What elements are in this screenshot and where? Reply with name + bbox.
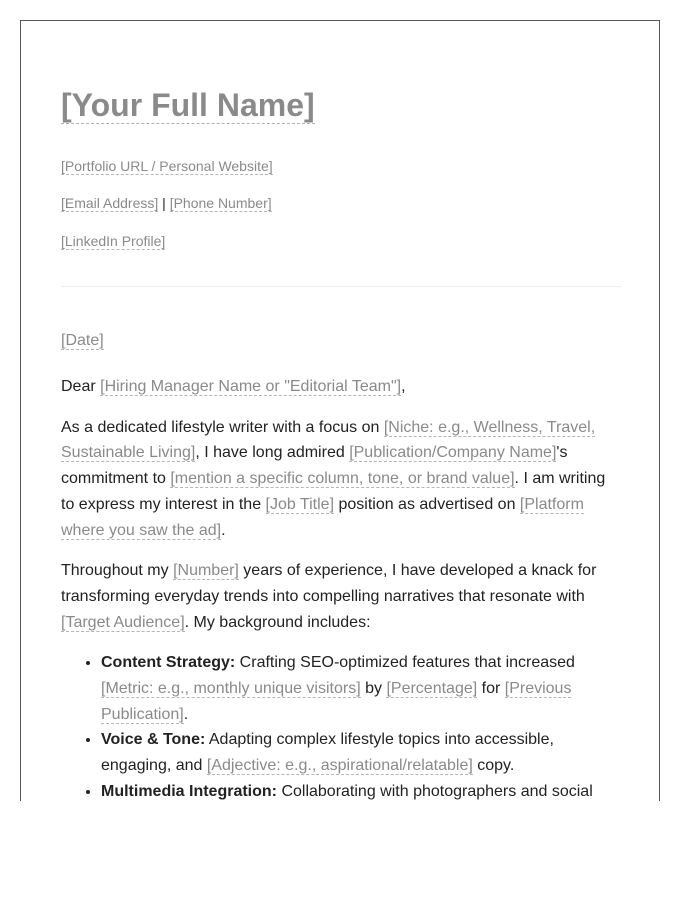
letter-body — [61, 374, 613, 801]
intro-text-4: . I am writing to express my interest in the — [61, 470, 606, 513]
recipient-placeholder: [Hiring Manager Name or "Editorial Team"] — [100, 378, 402, 395]
content-strategy-text-1: Crafting SEO-optimized features that increased — [235, 654, 575, 672]
background-list — [61, 650, 613, 801]
intro-text-3: 's commitment to — [61, 444, 568, 488]
intro-text-2: , I have long admired — [195, 444, 350, 462]
linkedin-placeholder: [LinkedIn Profile] — [61, 233, 166, 249]
full-name-heading — [61, 85, 315, 125]
contact-separator: | — [162, 195, 166, 211]
letter-page — [20, 20, 660, 801]
list-item-voice-tone — [101, 727, 613, 778]
intro-text-1: As a dedicated lifestyle writer with a focus on — [61, 418, 384, 436]
date-line — [61, 330, 104, 352]
voice-tone-text-2: copy. — [472, 757, 515, 775]
voice-tone-label: Voice & Tone: — [101, 731, 206, 749]
audience-placeholder: [Target Audience] — [61, 613, 185, 631]
experience-text-1: Throughout my — [61, 562, 174, 580]
linkedin-line — [61, 232, 165, 250]
greeting-prefix: Dear — [61, 378, 101, 395]
content-strategy-text-4: . — [183, 705, 189, 723]
header-divider — [61, 286, 621, 287]
job-title-placeholder: [Job Title] — [265, 495, 335, 513]
email-phone-line — [61, 194, 272, 212]
email-placeholder: [Email Address] — [61, 195, 159, 211]
years-placeholder: [Number] — [173, 562, 239, 580]
portfolio-placeholder: [Portfolio URL / Personal Website] — [61, 158, 273, 174]
content-strategy-text-3: for — [477, 680, 505, 698]
voice-tone-text-1: Adapting complex lifestyle topics into accessible, engaging, and — [101, 731, 554, 775]
list-item-multimedia — [101, 779, 613, 801]
previous-publication-placeholder: [Previous Publication] — [101, 680, 572, 723]
multimedia-text-1: Collaborating with photographers and social — [277, 782, 593, 800]
list-item-content-strategy — [101, 650, 613, 727]
paragraph-intro — [61, 415, 613, 544]
content-strategy-label: Content Strategy: — [101, 654, 236, 672]
publication-placeholder: [Publication/Company Name] — [349, 444, 557, 462]
platform-placeholder: [Platform where you saw the ad] — [61, 495, 584, 539]
multimedia-label: Multimedia Integration: — [101, 782, 277, 800]
greeting — [61, 374, 613, 400]
experience-text-2: years of experience, I have developed a knack for transforming everyday trends into compelling narratives that resonate with — [61, 562, 597, 605]
intro-text-5: position as advertised on — [334, 495, 520, 513]
experience-text-3: . My background includes: — [184, 613, 371, 631]
intro-text-6: . — [221, 521, 226, 539]
paragraph-experience — [61, 558, 613, 635]
full-name-placeholder: [Your Full Name] — [61, 87, 315, 123]
metric-placeholder: [Metric: e.g., monthly unique visitors] — [101, 680, 361, 698]
adjective-placeholder: [Adjective: e.g., aspirational/relatable] — [206, 757, 473, 775]
portfolio-line — [61, 157, 273, 175]
niche-placeholder: [Niche: e.g., Wellness, Travel, Sustainable Living] — [61, 418, 596, 462]
content-strategy-text-2: by — [360, 680, 387, 698]
greeting-suffix: , — [401, 378, 406, 395]
phone-placeholder: [Phone Number] — [169, 195, 272, 211]
date-placeholder: [Date] — [61, 332, 104, 349]
percentage-placeholder: [Percentage] — [386, 680, 478, 698]
brand-value-placeholder: [mention a specific column, tone, or brand value] — [170, 470, 515, 488]
